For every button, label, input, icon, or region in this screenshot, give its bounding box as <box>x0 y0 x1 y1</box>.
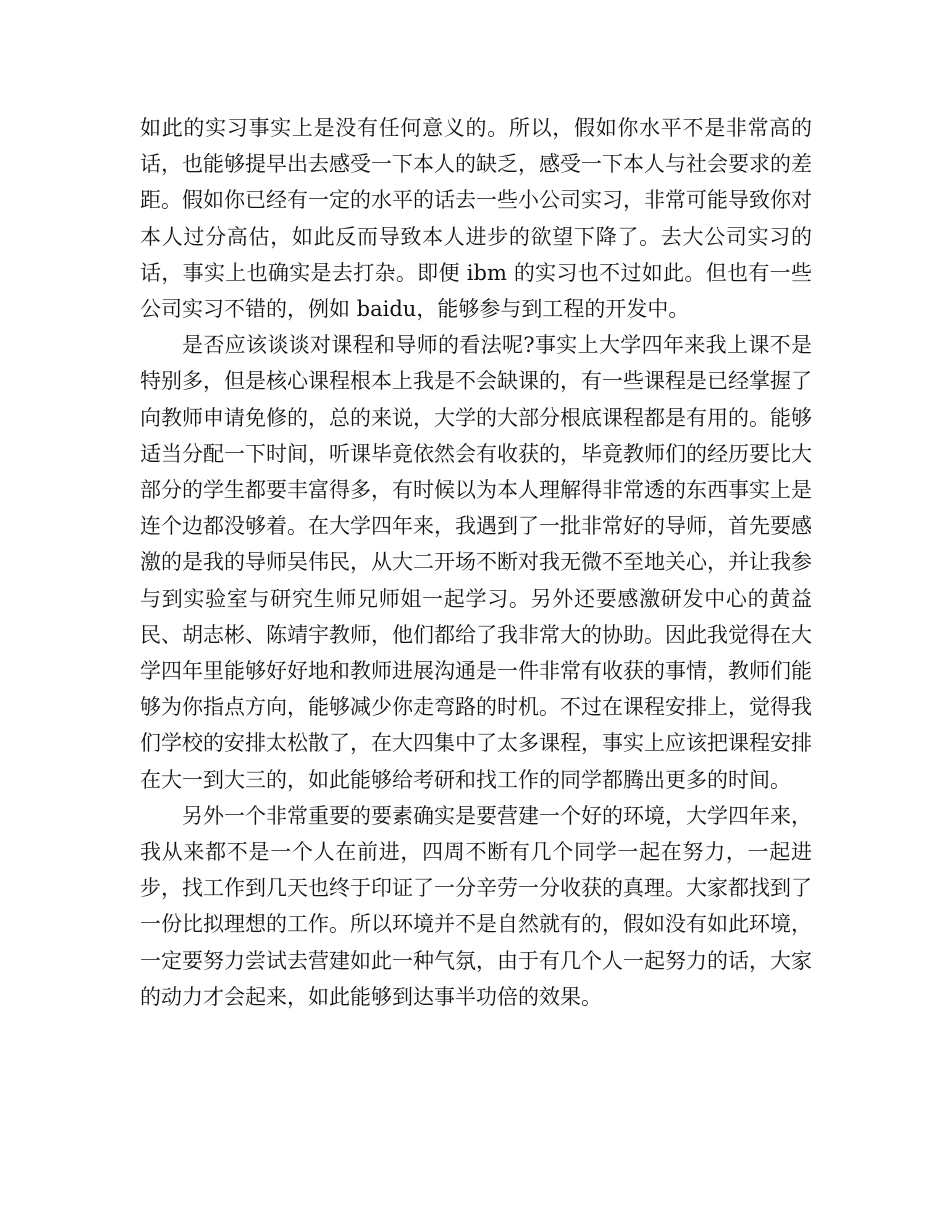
paragraph-3: 另外一个非常重要的要素确实是要营建一个好的环境，大学四年来，我从来都不是一个人在前进，四周不断有几个同学一起在努力，一起进步，找工作到几天也终于印证了一分辛劳一分收获的真理。大家都找到了一份比拟理想的工作。所以环境并不是自然就有的，假如没有如此环境，一定要努力尝试去营建如此一种气氛，由于有几个人一起努力的话，大家的动力才会起来，如此能够到达事半功倍的效果。 <box>140 803 812 1009</box>
document-body <box>140 110 812 1015</box>
paragraph-1: 如此的实习事实上是没有任何意义的。所以，假如你水平不是非常高的话，也能够提早出去感受一下本人的缺乏，感受一下本人与社会要求的差距。假如你已经有一定的水平的话去一些小公司实习，非常可能导致你对本人过分高估，如此反而导致本人进步的欲望下降了。去大公司实习的话，事实上也确实是去打杂。即便 ibm 的实习也不过如此。但也有一些公司实习不错的，例如 baidu，能够参与到工程的开发中。 <box>140 116 812 322</box>
paragraph-2: 是否应该谈谈对课程和导师的看法呢?事实上大学四年来我上课不是特别多，但是核心课程根本上我是不会缺课的，有一些课程是已经掌握了向教师申请免修的，总的来说，大学的大部分根底课程都是有用的。能够适当分配一下时间，听课毕竟依然会有收获的，毕竟教师们的经历要比大部分的学生都要丰富得多，有时候以为本人理解得非常透的东西事实上是连个边都没够着。在大学四年来，我遇到了一批非常好的导师，首先要感激的是我的导师吴伟民，从大二开场不断对我无微不至地关心，并让我参与到实验室与研究生师兄师姐一起学习。另外还要感激研发中心的黄益民、胡志彬、陈靖宇教师，他们都给了我非常大的协助。因此我觉得在大学四年里能够好好地和教师进展沟通是一件非常有收获的事情，教师们能够为你指点方向，能够减少你走弯路的时机。不过在课程安排上，觉得我们学校的安排太松散了，在大四集中了太多课程，事实上应该把课程安排在大一到大三的，如此能够给考研和找工作的同学都腾出更多的时间。 <box>140 333 812 792</box>
